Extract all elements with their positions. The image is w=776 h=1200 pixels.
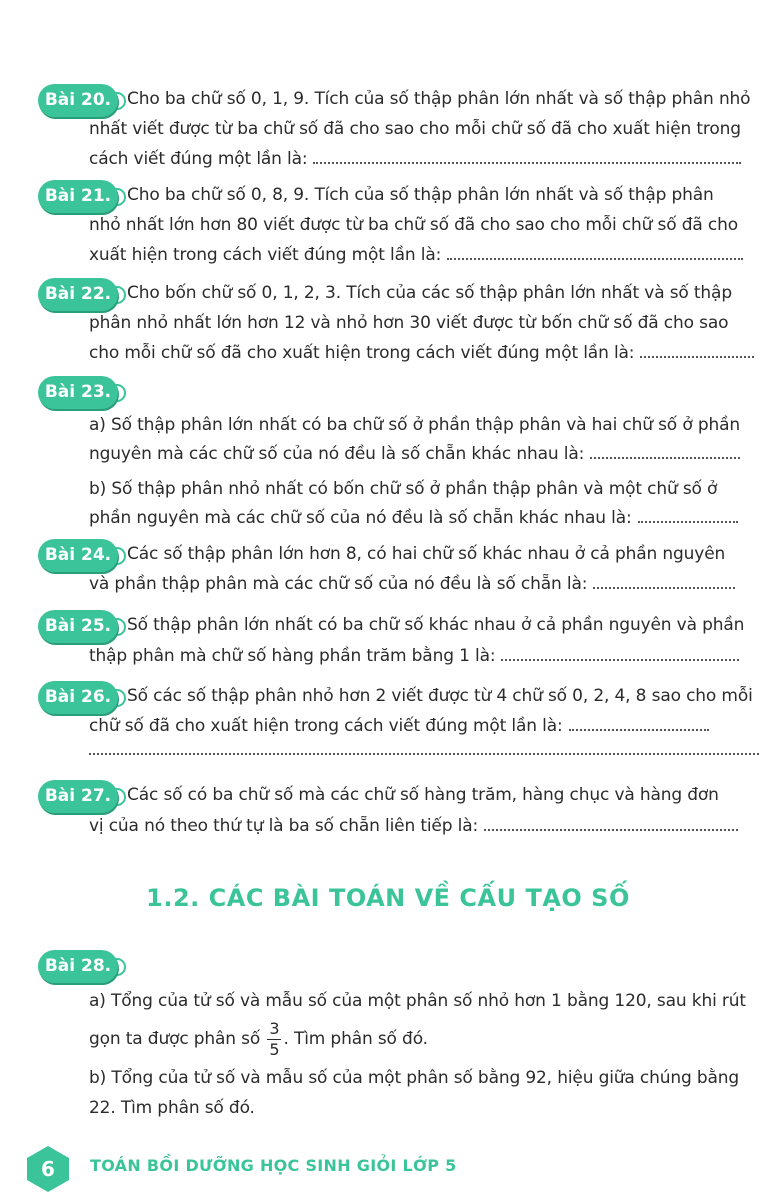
- book-title: TOÁN BỒI DƯỠNG HỌC SINH GIỎI LỚP 5: [90, 1156, 457, 1175]
- problem-badge: Bài 22.: [38, 278, 118, 311]
- problem-badge: Bài 23.: [38, 376, 118, 409]
- problem-text-line: phần nguyên mà các chữ số của nó đều là số chẵn khác nhau là:: [89, 507, 738, 529]
- problem-text-line: a) Tổng của tử số và mẫu số của một phân số nhỏ hơn 1 bằng 120, sau khi rút: [89, 991, 746, 1011]
- page-number: 6: [41, 1157, 55, 1181]
- problem-text-line: cách viết đúng một lần là:: [89, 148, 741, 170]
- problem-text-line: phân nhỏ nhất lớn hơn 12 và nhỏ hơn 30 viết được từ bốn chữ số đã cho sao: [89, 313, 729, 333]
- problem-text-line: nhỏ nhất lớn hơn 80 viết được từ ba chữ số đã cho sao cho mỗi chữ số đã cho: [89, 215, 739, 235]
- problem-text-line: Số thập phân lớn nhất có ba chữ số khác nhau ở cả phần nguyên và phần: [127, 615, 745, 635]
- problem-text-line: Các số có ba chữ số mà các chữ số hàng trăm, hàng chục và hàng đơn: [127, 785, 719, 805]
- fraction: [267, 1018, 281, 1059]
- problem-text-line: b) Số thập phân nhỏ nhất có bốn chữ số ở phần thập phân và một chữ số ở: [89, 479, 718, 499]
- problem-badge: Bài 20.: [38, 84, 118, 117]
- problem-text-line: xuất hiện trong cách viết đúng một lần là:: [89, 244, 743, 266]
- answer-blank[interactable]: [447, 257, 743, 260]
- problem-badge: Bài 25.: [38, 610, 118, 643]
- problem-text-line: Số các số thập phân nhỏ hơn 2 viết được từ 4 chữ số 0, 2, 4, 8 sao cho mỗi: [127, 686, 753, 706]
- problem-text-line: a) Số thập phân lớn nhất có ba chữ số ở phần thập phân và hai chữ số ở phần: [89, 415, 740, 435]
- problem-badge: Bài 24.: [38, 539, 118, 572]
- answer-blank[interactable]: [640, 355, 754, 358]
- section-title: 1.2. CÁC BÀI TOÁN VỀ CẤU TẠO SỐ: [146, 884, 630, 912]
- problem-text-line: Các số thập phân lớn hơn 8, có hai chữ số khác nhau ở cả phần nguyên: [127, 544, 726, 564]
- problem-text-line: b) Tổng của tử số và mẫu số của một phân số bằng 92, hiệu giữa chúng bằng: [89, 1068, 740, 1088]
- problem-text-line: Cho ba chữ số 0, 8, 9. Tích của số thập phân lớn nhất và số thập phân: [127, 185, 714, 205]
- answer-blank[interactable]: [89, 752, 759, 755]
- answer-blank[interactable]: [590, 456, 740, 459]
- problem-text-line: gọn ta được phân số $\frac{3}{5}$ . Tìm phân số đó.: [89, 1018, 428, 1059]
- problem-badge: Bài 21.: [38, 180, 118, 213]
- fraction-numerator: 3: [269, 1018, 280, 1038]
- problem-text-line: và phần thập phân mà các chữ số của nó đều là số chẵn là:: [89, 573, 735, 595]
- answer-blank[interactable]: [638, 520, 738, 523]
- problem-text-line: thập phân mà chữ số hàng phần trăm bằng 1 là:: [89, 645, 739, 667]
- answer-blank[interactable]: [313, 161, 741, 164]
- answer-blank[interactable]: [593, 586, 735, 589]
- problem-badge: Bài 27.: [38, 780, 118, 813]
- problem-text-line: Cho ba chữ số 0, 1, 9. Tích của số thập phân lớn nhất và số thập phân nhỏ: [127, 89, 751, 109]
- answer-blank[interactable]: [569, 728, 709, 731]
- problem-text-line: Cho bốn chữ số 0, 1, 2, 3. Tích của các số thập phân lớn nhất và số thập: [127, 283, 732, 303]
- problem-text-line: nguyên mà các chữ số của nó đều là số chẵn khác nhau là:: [89, 443, 740, 465]
- problem-text-line: vị của nó theo thứ tự là ba số chẵn liên tiếp là:: [89, 815, 738, 837]
- problem-text-line: nhất viết được từ ba chữ số đã cho sao cho mỗi chữ số đã cho xuất hiện trong: [89, 119, 741, 139]
- fraction-denominator: 5: [269, 1039, 280, 1059]
- answer-blank[interactable]: [501, 658, 739, 661]
- answer-blank[interactable]: [484, 828, 738, 831]
- problem-badge: Bài 28.: [38, 950, 118, 983]
- problem-text-line: chữ số đã cho xuất hiện trong cách viết đúng một lần là:: [89, 715, 709, 737]
- problem-badge: Bài 26.: [38, 681, 118, 714]
- problem-text-line: cho mỗi chữ số đã cho xuất hiện trong cách viết đúng một lần là:: [89, 342, 754, 364]
- problem-text-line: 22. Tìm phân số đó.: [89, 1098, 255, 1118]
